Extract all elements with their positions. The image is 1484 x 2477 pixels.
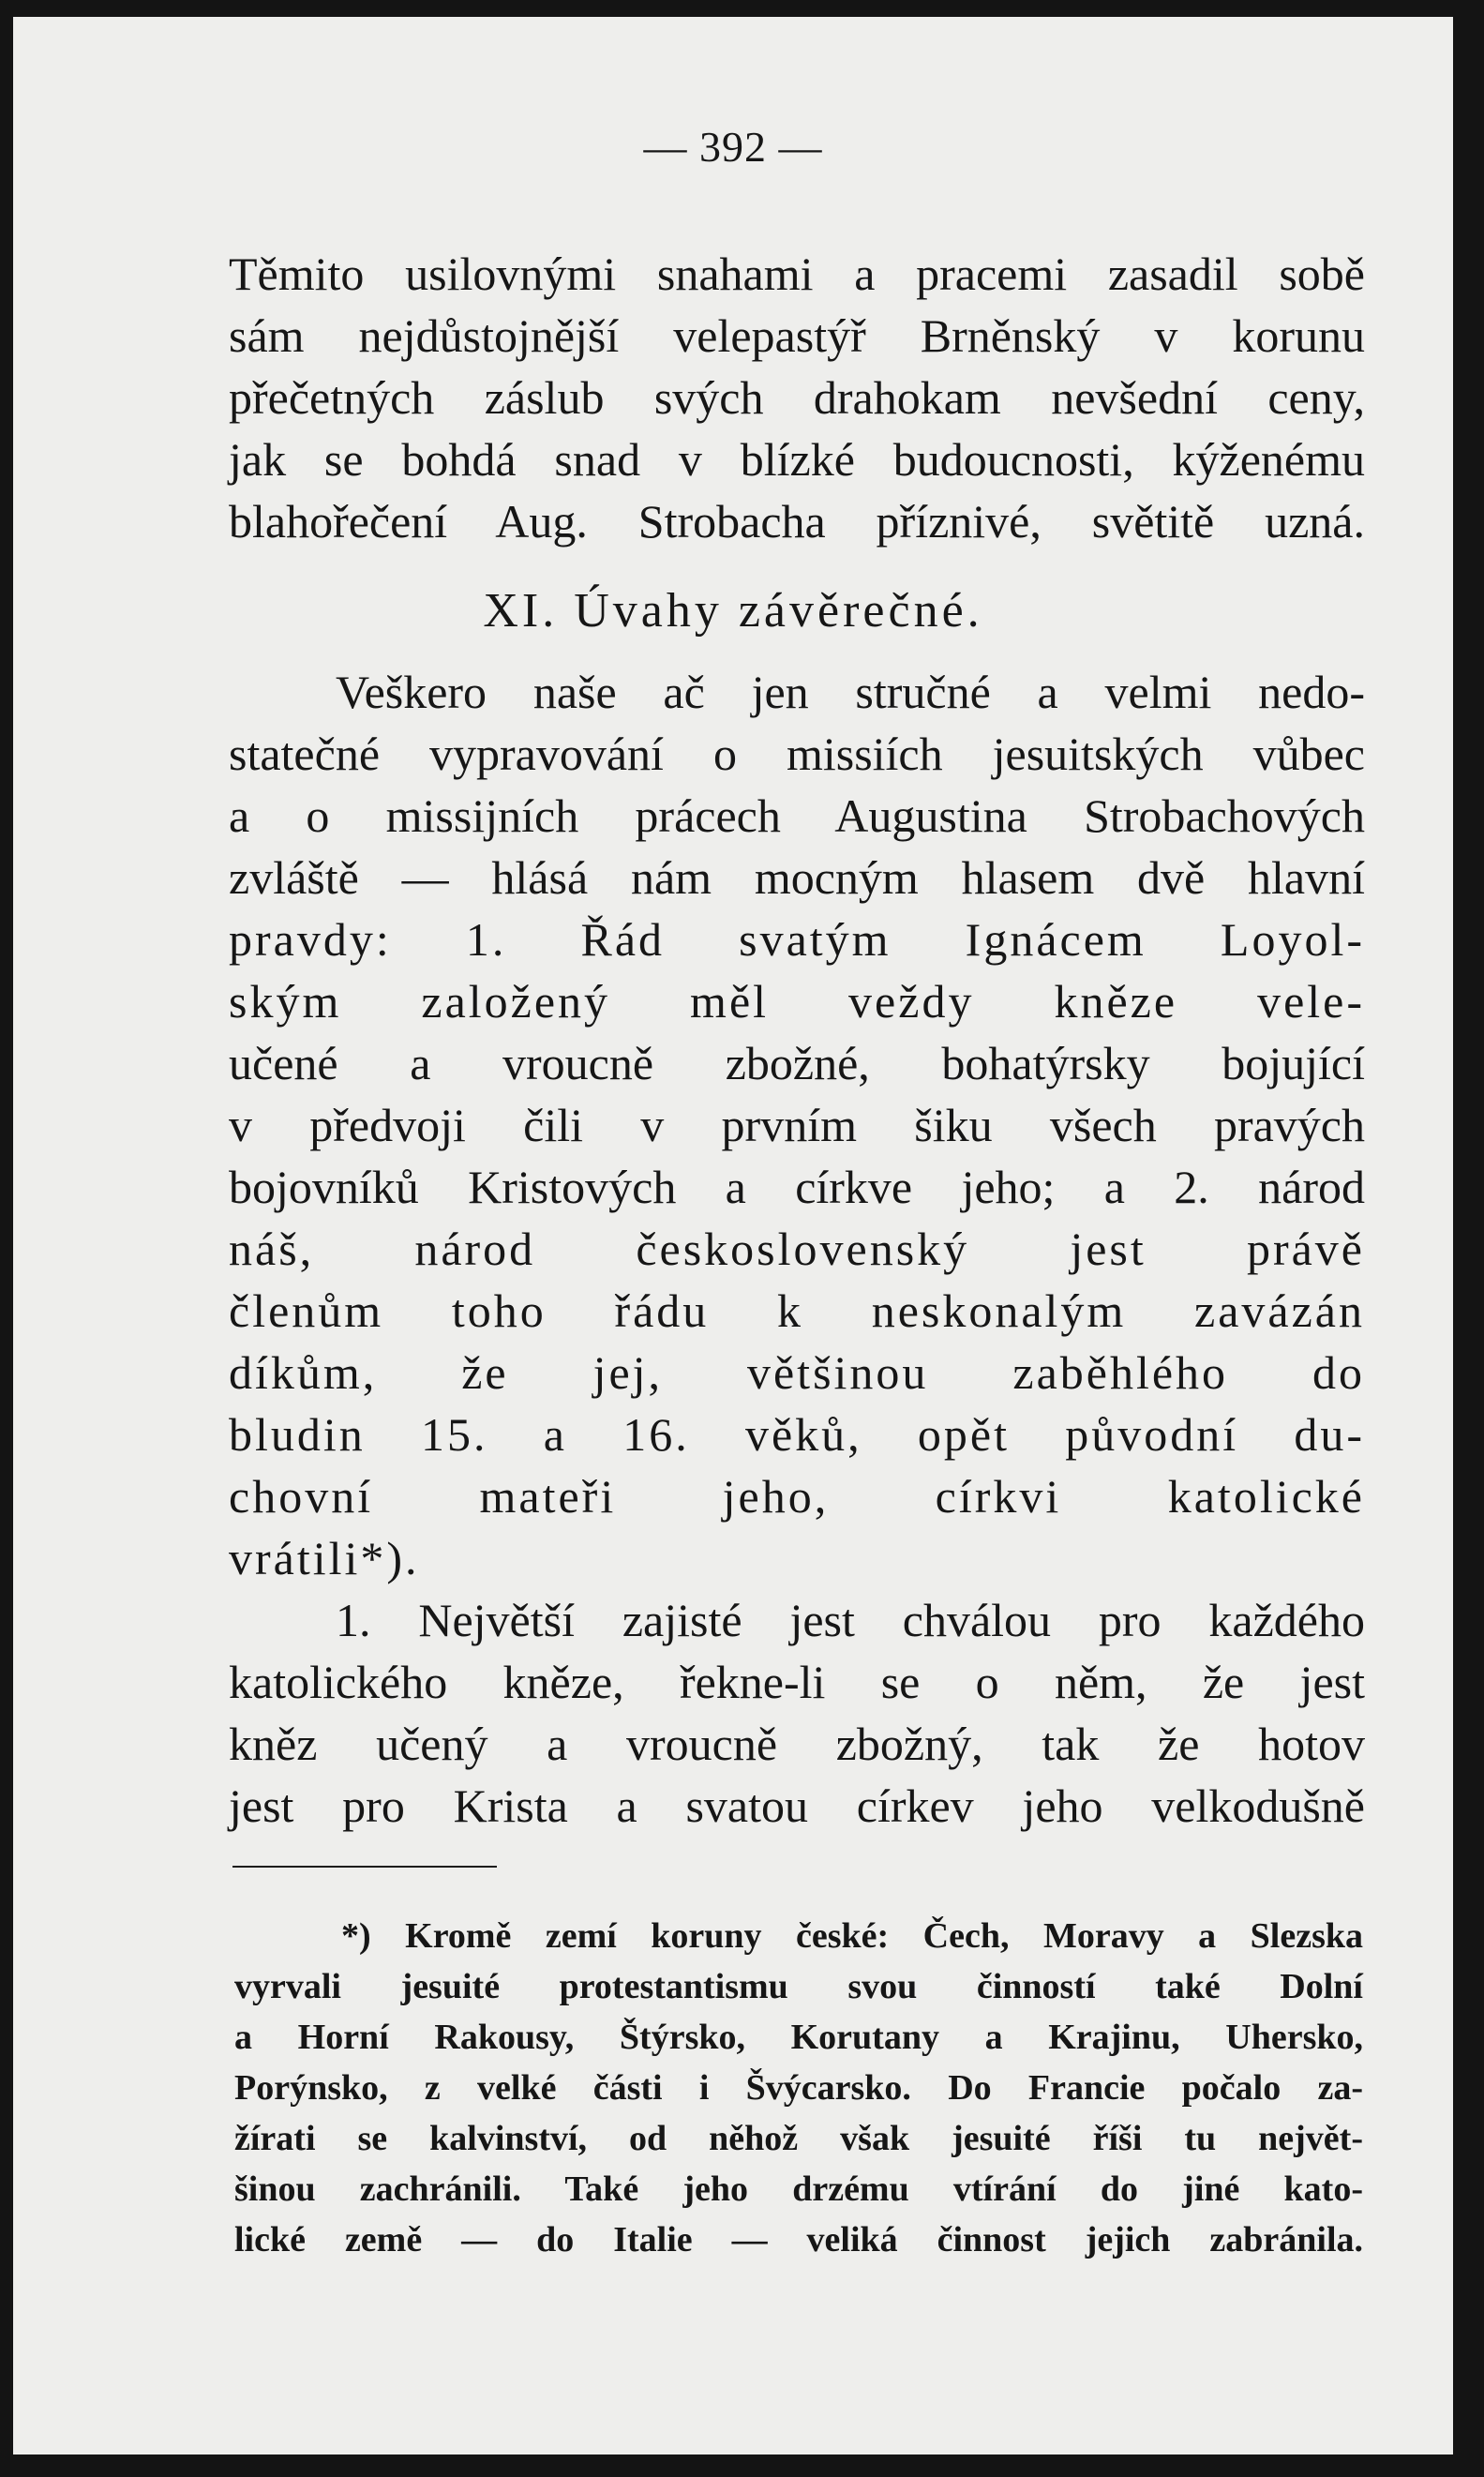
footnote-rule xyxy=(232,1866,497,1868)
body-line: bojovníků Kristových a církve jeho; a 2. národ xyxy=(229,1161,1365,1213)
body-line: náš, národ československý jest právě xyxy=(229,1223,1365,1275)
footnote-line: a Horní Rakousy, Štýrsko, Korutany a Krajinu, Uhersko, xyxy=(234,2018,1363,2057)
body-line: pravdy: 1. Řád svatým Ignácem Loyol- xyxy=(229,913,1365,966)
body-line: přečetných záslub svých drahokam nevšední ceny, xyxy=(229,371,1365,424)
body-line: jak se bohdá snad v blízké budoucnosti, kýženému xyxy=(229,433,1365,486)
body-line: kněz učený a vroucně zbožný, tak že hotov xyxy=(229,1718,1365,1770)
body-line: sám nejdůstojnější velepastýř Brněnský v korunu xyxy=(229,309,1365,362)
body-line: ským založený měl veždy kněze vele- xyxy=(229,975,1365,1028)
body-line: blahořečení Aug. Strobacha příznivé, světitě uzná. xyxy=(229,495,1365,548)
body-line: zvláště — hlásá nám mocným hlasem dvě hlavní xyxy=(229,851,1365,904)
footnote-line: vyrvali jesuité protestantismu svou činností také Dolní xyxy=(234,1967,1363,2006)
page-number: — 392 — xyxy=(643,123,823,171)
footnote-line: Porýnsko, z velké části i Švýcarsko. Do Francie počalo za- xyxy=(234,2068,1363,2108)
body-line: vrátili*). xyxy=(229,1532,420,1584)
footnote-line: šinou zachránili. Také jeho drzému vtírání do jiné kato- xyxy=(234,2169,1363,2209)
body-line: Veškero naše ač jen stručné a velmi nedo- xyxy=(336,666,1365,718)
footnote-line: *) Kromě zemí koruny české: Čech, Moravy a Slezska xyxy=(341,1916,1363,1956)
section-heading: XI. Úvahy závěrečné. xyxy=(483,584,983,638)
body-line: učené a vroucně zbožné, bohatýrsky bojující xyxy=(229,1037,1365,1089)
body-line: členům toho řádu k neskonalým zavázán xyxy=(229,1284,1365,1337)
body-line: 1. Největší zajisté jest chválou pro každého xyxy=(336,1594,1365,1646)
body-line: díkům, že jej, většinou zaběhlého do xyxy=(229,1346,1365,1399)
body-line: Těmito usilovnými snahami a pracemi zasadil sobě xyxy=(229,248,1365,300)
body-line: katolického kněze, řekne-li se o něm, že jest xyxy=(229,1656,1365,1708)
body-line: v předvoji čili v prvním šiku všech pravých xyxy=(229,1099,1365,1151)
body-line: jest pro Krista a svatou církev jeho velkodušně xyxy=(229,1779,1365,1832)
body-line: statečné vypravování o missiích jesuitských vůbec xyxy=(229,728,1365,780)
footnote-line: žírati se kalvinství, od něhož však jesuité říši tu největ- xyxy=(234,2119,1363,2158)
body-line: a o missijních prácech Augustina Strobachových xyxy=(229,789,1365,842)
body-line: chovní mateři jeho, církvi katolické xyxy=(229,1470,1365,1523)
book-page xyxy=(13,17,1453,2454)
footnote-line: lické země — do Italie — veliká činnost jejich zabránila. xyxy=(234,2220,1363,2259)
body-line: bludin 15. a 16. věků, opět původní du- xyxy=(229,1408,1365,1461)
